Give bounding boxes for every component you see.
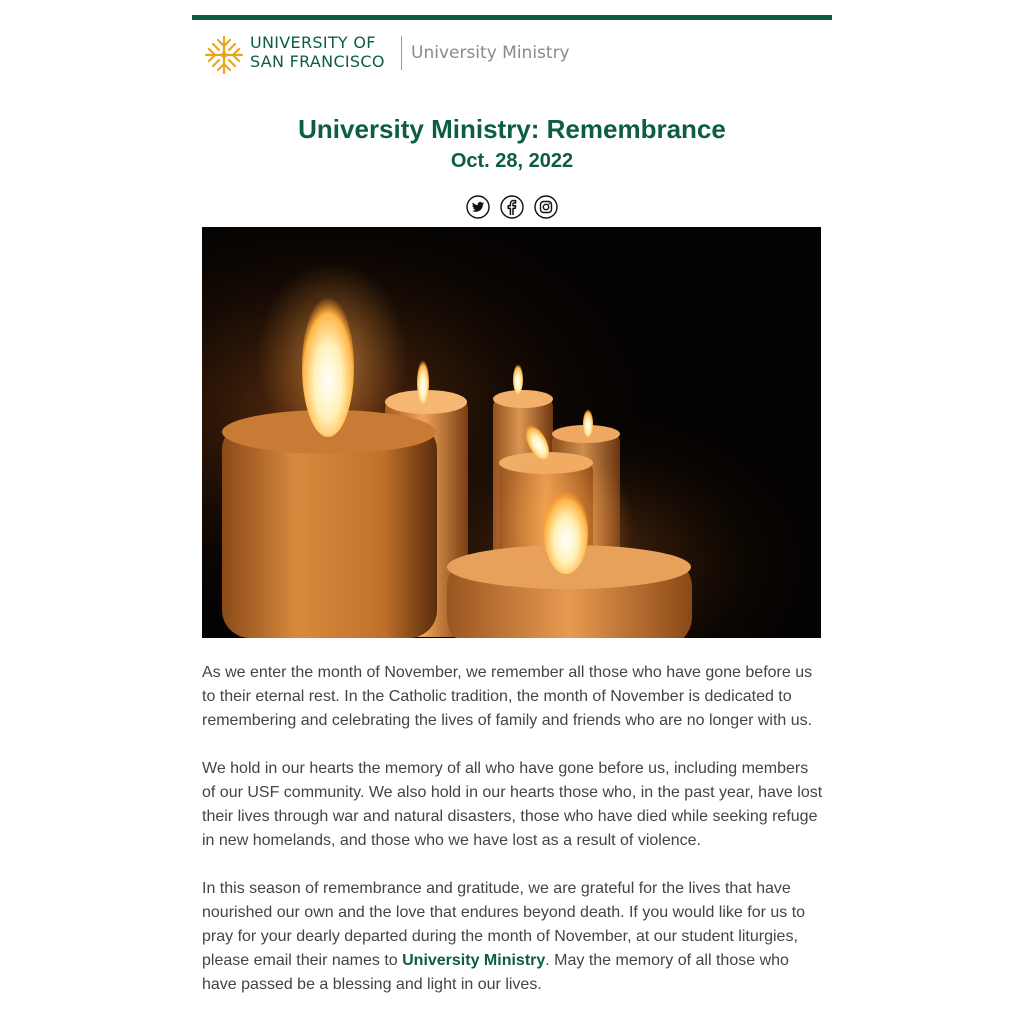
department-name: University Ministry	[411, 43, 570, 63]
instagram-icon[interactable]	[534, 195, 558, 219]
university-name-line1: UNIVERSITY OF	[250, 33, 376, 52]
email-header	[192, 20, 832, 90]
paragraph-2: We hold in our hearts the memory of all who have gone before us, including members of our USF community. We also hold in our hearts those who, in the past year, have lost their lives through war and natural disasters, those who have died while seeking refuge in new homelands, and those who we have lost as a result of violence.	[202, 760, 823, 849]
usf-cross-logo-icon	[202, 33, 246, 77]
email-body	[202, 661, 824, 997]
candles-photo	[202, 227, 821, 638]
facebook-icon[interactable]	[500, 195, 524, 219]
social-links	[192, 195, 832, 221]
logo-divider	[401, 36, 402, 70]
paragraph-3	[202, 877, 824, 997]
page-date: Oct. 28, 2022	[450, 150, 574, 172]
university-name-line2: SAN FRANCISCO	[250, 52, 385, 71]
paragraph-3-end: . May the memory of all those who have passed be a blessing and light in our lives.	[202, 952, 789, 993]
twitter-icon[interactable]	[466, 195, 490, 219]
university-ministry-link[interactable]: University Ministry	[402, 952, 546, 969]
paragraph-3-start: In this season of remembrance and gratitude, we are grateful for the lives that have nourished our own and the love that endures beyond death. If you would like for us to pray for your dearly departed during the month of November, at our student liturgies, please email their names to	[202, 880, 806, 969]
page-title: University Ministry: Remembrance	[298, 114, 726, 144]
email-container	[192, 15, 832, 1021]
paragraph-1: As we enter the month of November, we remember all those who have gone before us to their eternal rest. In the Catholic tradition, the month of November is dedicated to remembering and celebrating the lives of family and friends who are no longer with us.	[202, 664, 813, 729]
university-name	[250, 33, 385, 71]
